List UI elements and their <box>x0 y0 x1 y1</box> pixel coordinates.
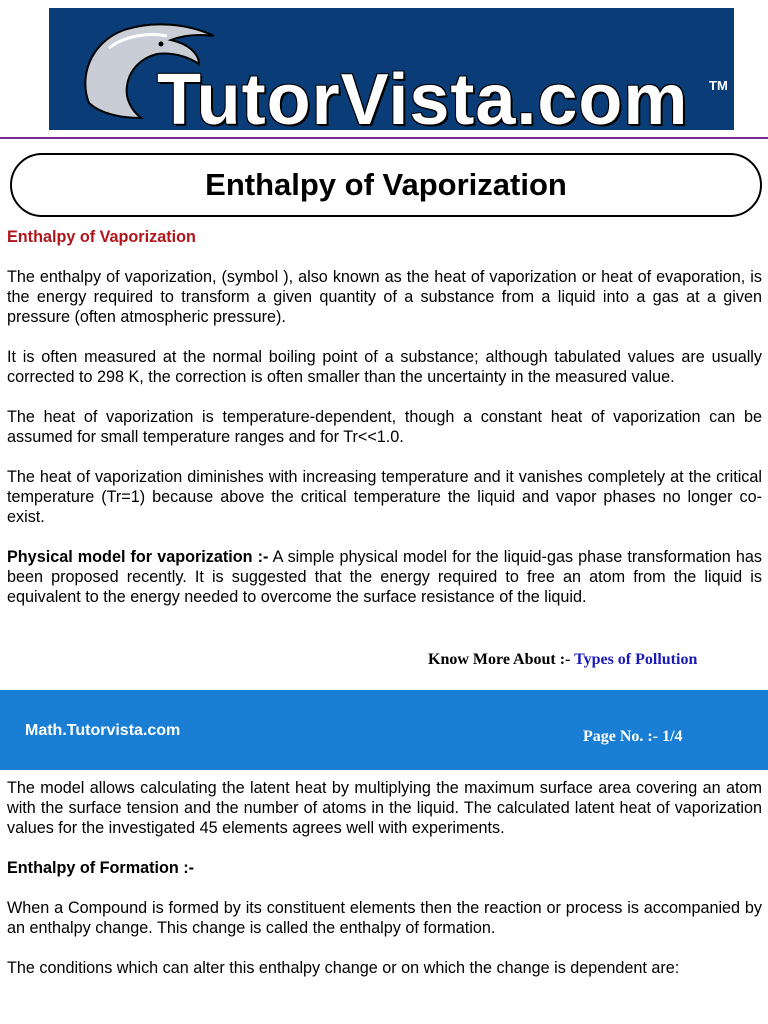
inline-heading: Physical model for vaporization :- <box>7 548 269 566</box>
page-number: Page No. :- 1/4 <box>583 728 683 745</box>
types-of-pollution-link[interactable]: Types of Pollution <box>574 651 698 668</box>
logo-trademark: TM <box>709 78 728 93</box>
know-more-label: Know More About :- <box>428 651 575 668</box>
section-heading: Enthalpy of Formation :- <box>7 859 195 877</box>
paragraph-text: A simple physical model for the liquid-gas phase transformation has been proposed recently. It is suggested that the energy required to free an atom from the liquid is equivalent to the energy needed to overcome the surface resistance of the liquid. <box>7 548 762 606</box>
page-footer <box>0 690 768 770</box>
paragraph: The enthalpy of vaporization, (symbol ), also known as the heat of vaporization or heat of evaporation, is the energy required to transform a given quantity of a substance from a liquid into a gas at a given pressure (often atmospheric pressure). <box>7 268 762 326</box>
paragraph: The heat of vaporization is temperature-dependent, though a constant heat of vaporization can be assumed for small temperature ranges and for Tr<<1.0. <box>7 408 762 446</box>
paragraph: The model allows calculating the latent heat by multiplying the maximum surface area covering an atom with the surface tension and the number of atoms in the liquid. The calculated latent heat of vaporization values for the investigated 45 elements agrees well with experiments. <box>7 779 762 837</box>
logo-text: TutorVista.com <box>157 60 689 130</box>
section-formation <box>7 778 762 998</box>
paragraph: It is often measured at the normal boiling point of a substance; although tabulated values are usually corrected to 298 K, the correction is often smaller than the uncertainty in the measured value. <box>7 348 762 386</box>
section-vaporization <box>7 227 762 627</box>
know-more <box>428 650 697 670</box>
title-box <box>10 153 762 217</box>
tutorvista-logo[interactable] <box>49 8 734 130</box>
paragraph: When a Compound is formed by its constituent elements then the reaction or process is accompanied by an enthalpy change. This change is called the enthalpy of formation. <box>7 899 762 937</box>
footer-site-link[interactable]: Math.Tutorvista.com <box>25 722 181 739</box>
paragraph: The heat of vaporization diminishes with increasing temperature and it vanishes completely at the critical temperature (Tr=1) because above the critical temperature the liquid and vapor phases no longer co-exist. <box>7 468 762 526</box>
section-heading: Enthalpy of Vaporization <box>7 228 196 246</box>
paragraph-physical-model <box>7 547 762 607</box>
header-divider <box>0 137 768 139</box>
page-title: Enthalpy of Vaporization <box>205 167 567 202</box>
paragraph: The conditions which can alter this enthalpy change or on which the change is dependent are: <box>7 959 680 977</box>
